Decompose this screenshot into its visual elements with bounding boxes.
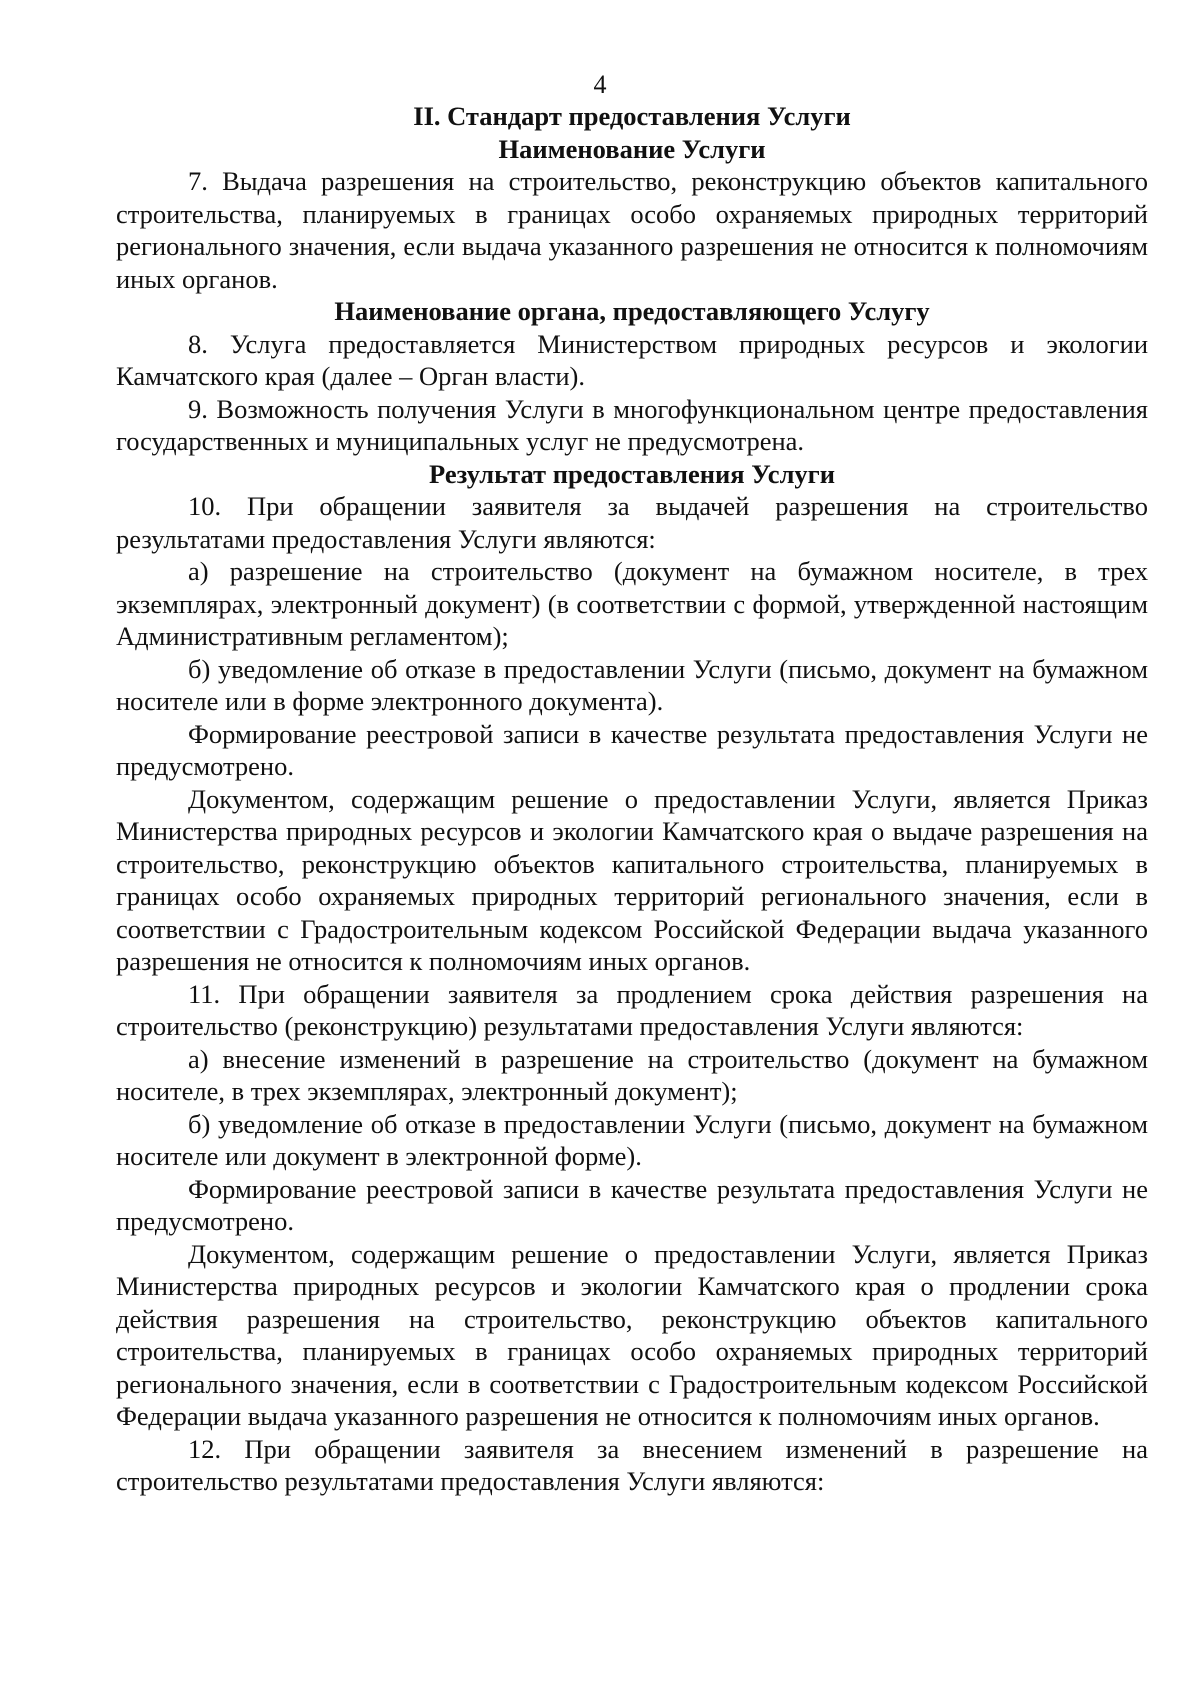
paragraph-12: 12. При обращении заявителя за внесением изменений в разрешение на строительство результатами предоставления Услуги являются: bbox=[116, 1433, 1148, 1496]
page-number: 4 bbox=[593, 70, 607, 99]
paragraph-10-b: б) уведомление об отказе в предоставлении Услуги (письмо, документ на бумажном носителе или в форме электронного документа). bbox=[116, 653, 1148, 716]
heading-service-result: Результат предоставления Услуги bbox=[429, 458, 835, 489]
paragraph-11-b: б) уведомление об отказе в предоставлении Услуги (письмо, документ на бумажном носителе или документ в электронной форме). bbox=[116, 1108, 1148, 1171]
heading-authority-name: Наименование органа, предоставляющего Услугу bbox=[334, 296, 930, 326]
paragraph-8: 8. Услуга предоставляется Министерством природных ресурсов и экологии Камчатского края (далее – Орган власти). bbox=[116, 328, 1148, 391]
document-body bbox=[116, 100, 1148, 1498]
paragraph-11-a: а) внесение изменений в разрешение на строительство (документ на бумажном носителе, в трех экземплярах, электронный документ); bbox=[116, 1043, 1148, 1106]
paragraph-11: 11. При обращении заявителя за продлением срока действия разрешения на строительство (реконструкцию) результатами предоставления Услуги являются: bbox=[116, 978, 1148, 1041]
paragraph-11-decision-document: Документом, содержащим решение о предоставлении Услуги, является Приказ Министерства природных ресурсов и экологии Камчатского края о продлении срока действия разрешения на строительство, реконструкцию объектов капитального строительства, планируемых в границах особо охраняемых природных территорий регионального значения, если в соответствии с Градостроительным кодексом Российской Федерации выдача указанного разрешения не относится к полномочиям иных органов. bbox=[116, 1238, 1148, 1431]
section-title: II. Стандарт предоставления Услуги bbox=[413, 101, 851, 131]
paragraph-10-registry-note: Формирование реестровой записи в качестве результата предоставления Услуги не предусмотрено. bbox=[116, 718, 1148, 781]
paragraph-10-decision-document: Документом, содержащим решение о предоставлении Услуги, является Приказ Министерства природных ресурсов и экологии Камчатского края о выдаче разрешения на строительство, реконструкцию объектов капитального строительства, планируемых в границах особо охраняемых природных территорий регионального значения, если в соответствии с Градостроительным кодексом Российской Федерации выдача указанного разрешения не относится к полномочиям иных органов. bbox=[116, 783, 1148, 976]
paragraph-9: 9. Возможность получения Услуги в многофункциональном центре предоставления государственных и муниципальных услуг не предусмотрена. bbox=[116, 393, 1148, 456]
paragraph-10-a: а) разрешение на строительство (документ на бумажном носителе, в трех экземплярах, электронный документ) (в соответствии с формой, утвержденной настоящим Административным регламентом); bbox=[116, 556, 1148, 651]
paragraph-11-registry-note: Формирование реестровой записи в качестве результата предоставления Услуги не предусмотрено. bbox=[116, 1173, 1148, 1236]
heading-service-name: Наименование Услуги bbox=[498, 133, 766, 164]
paragraph-10: 10. При обращении заявителя за выдачей разрешения на строительство результатами предоставления Услуги являются: bbox=[116, 491, 1148, 554]
paragraph-7: 7. Выдача разрешения на строительство, реконструкцию объектов капитального строительства, планируемых в границах особо охраняемых природных территорий регионального значения, если выдача указанного разрешения не относится к полномочиям иных органов. bbox=[116, 166, 1148, 294]
